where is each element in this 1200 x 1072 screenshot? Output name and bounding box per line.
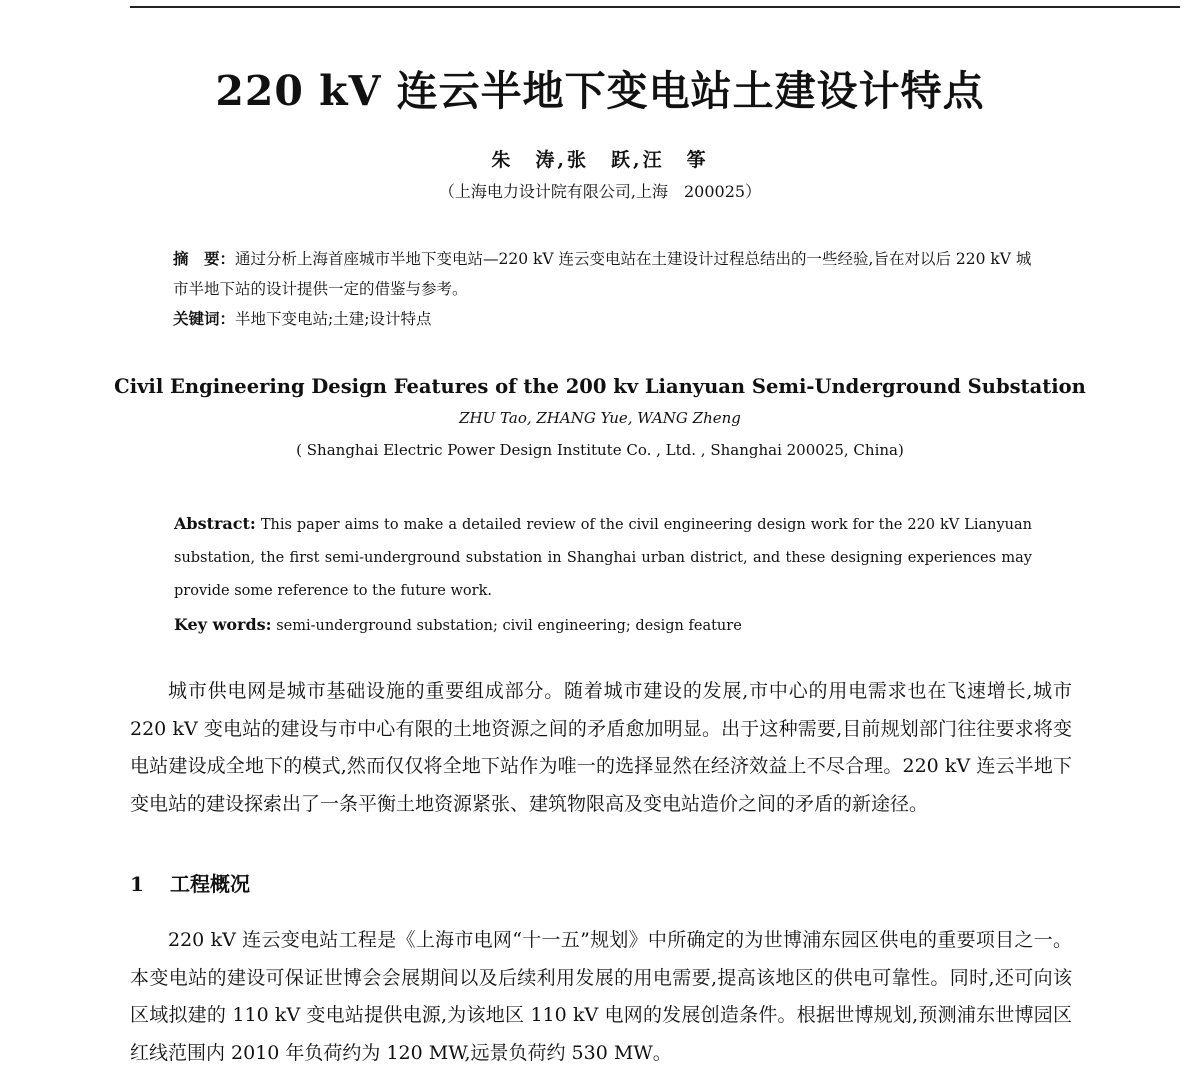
keywords-en-text: semi-underground substation; civil engineering; design feature [276, 618, 742, 634]
abstract-en-text: This paper aims to make a detailed review of the civil engineering design work for the 220 kV Lianyuan substation, the first semi-underground substation in Shanghai urban district, and these designing experiences may provide some reference to the future work. [174, 517, 1032, 599]
keywords-en [174, 608, 1032, 643]
abstract-cn-block [173, 244, 1033, 334]
abstract-cn-text: 通过分析上海首座城市半地下变电站—220 kV 连云变电站在土建设计过程总结出的一些经验,旨在对以后 220 kV 城市半地下站的设计提供一定的借鉴与参考。 [173, 250, 1032, 298]
abstract-en-label: Abstract: [174, 514, 256, 533]
keywords-cn [173, 304, 1033, 334]
authors-cn: 朱 涛,张 跃,汪 筝 [491, 149, 709, 171]
section-title: 工程概况 [170, 872, 250, 896]
keywords-cn-text: 半地下变电站;土建;设计特点 [235, 310, 432, 328]
abstract-en-block [174, 507, 1032, 643]
affiliation-cn: （上海电力设计院有限公司,上海 200025） [438, 182, 762, 201]
section-1-paragraph: 220 kV 连云变电站工程是《上海市电网“十一五”规划》中所确定的为世博浦东园区供电的重要项目之一。本变电站的建设可保证世博会会展期间以及后续利用发展的用电需要,提高该地区的供电可靠性。同时,还可向该区域拟建的 110 kV 变电站提供电源,为该地区 110 kV 电网的发展创造条件。根据世博规划,预测浦东世博园区红线范围内 2010 年负荷约为 120 MW,远景负荷约 530 MW。 [130, 929, 1072, 1064]
intro-paragraph: 城市供电网是城市基础设施的重要组成部分。随着城市建设的发展,市中心的用电需求也在飞速增长,城市 220 kV 变电站的建设与市中心有限的土地资源之间的矛盾愈加明显。出于这种需要,目前规划部门往往要求将变电站建设成全地下的模式,然而仅仅将全地下站作为唯一的选择显然在经济效益上不尽合理。220 kV 连云半地下变电站的建设探索出了一条平衡土地资源紧张、建筑物限高及变电站造价之间的矛盾的新途径。 [130, 680, 1072, 815]
paper-title-en: Civil Engineering Design Features of the 200 kv Lianyuan Semi-Underground Substation [114, 375, 1086, 398]
abstract-cn [173, 244, 1033, 304]
keywords-cn-label: 关键词： [173, 309, 236, 328]
header-rule [130, 6, 1180, 8]
abstract-en [174, 507, 1032, 608]
paper-title-cn: 220 kV 连云半地下变电站土建设计特点 [215, 67, 985, 115]
abstract-cn-label: 摘 要： [173, 249, 236, 268]
section-number: 1 [130, 872, 144, 896]
affiliation-en: ( Shanghai Electric Power Design Institute Co. , Ltd. , Shanghai 200025, China) [296, 441, 904, 459]
authors-en: ZHU Tao, ZHANG Yue, WANG Zheng [459, 409, 741, 427]
section-heading [130, 868, 250, 897]
keywords-en-label: Key words: [174, 615, 272, 634]
